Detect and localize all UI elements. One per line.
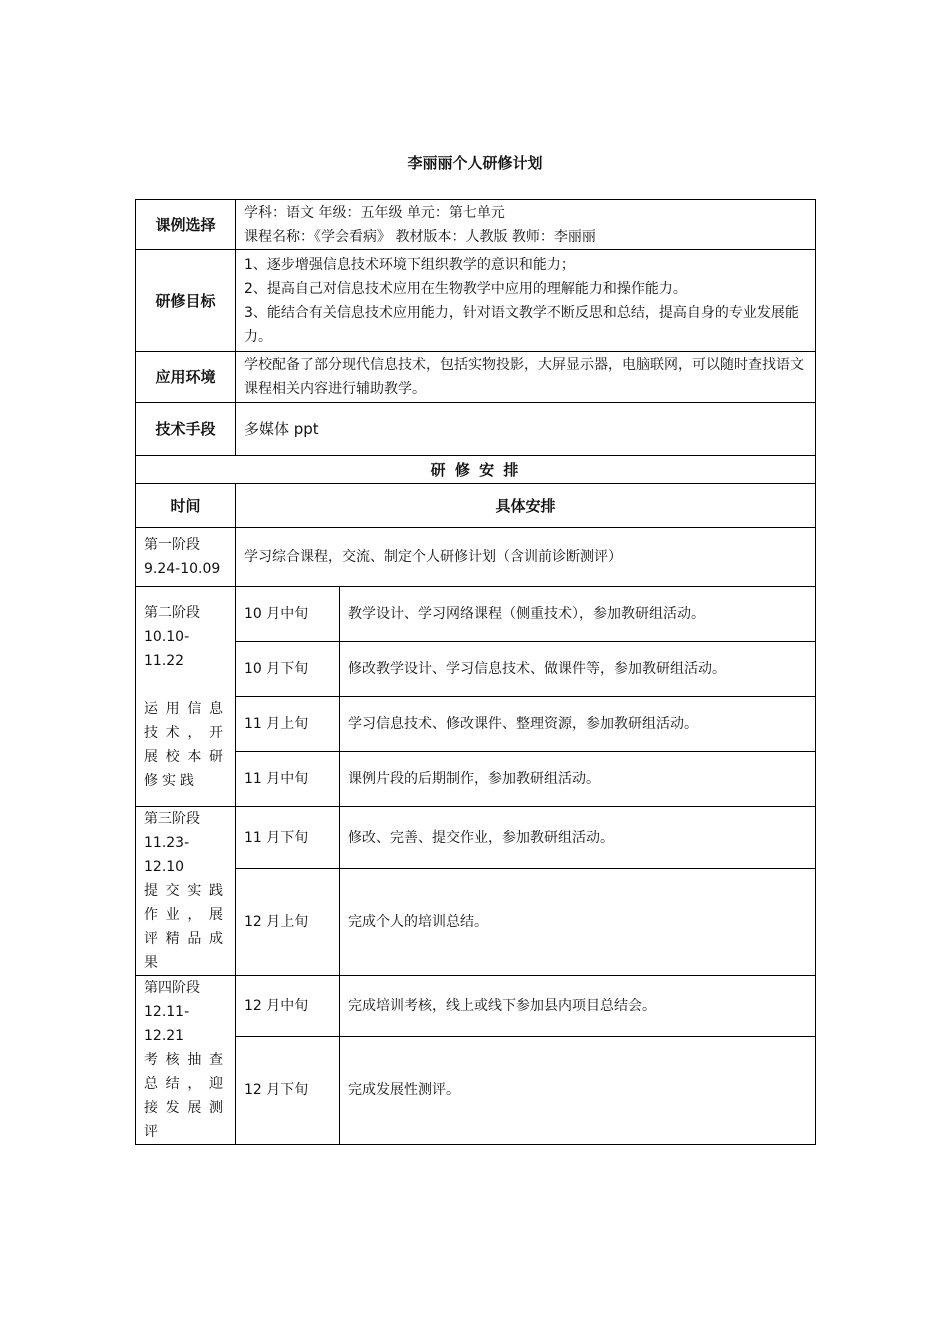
goal-item: 3、能结合有关信息技术应用能力，针对语文教学不断反思和总结，提高自身的专业发展能力。	[244, 304, 799, 345]
detail-cell: 课例片段的后期制作，参加教研组活动。	[340, 752, 816, 807]
stage-desc: 运用信息技术，开展校本研修实践	[144, 700, 227, 789]
stage3-cell	[136, 807, 236, 976]
case-line-1: 学科：语文 年级：五年级 单元：第七单元	[244, 204, 505, 221]
period-cell: 11 月下旬	[236, 807, 340, 869]
table-row	[136, 587, 816, 642]
period-cell: 11 月中旬	[236, 752, 340, 807]
detail-cell: 完成个人的培训总结。	[340, 869, 816, 976]
table-row	[136, 869, 816, 976]
detail-cell: 完成培训考核，线上或线下参加县内项目总结会。	[340, 976, 816, 1037]
period-cell: 12 月下旬	[236, 1036, 340, 1144]
stage-dates: 9.24-10.09	[144, 561, 221, 577]
stage-name: 第四阶段	[144, 980, 200, 996]
schedule-heading-row	[136, 456, 816, 484]
stage-name: 第三阶段	[144, 811, 200, 827]
env-label: 应用环境	[136, 352, 236, 403]
goal-item: 2、提高自己对信息技术应用在生物教学中应用的理解能力和操作能力。	[244, 280, 687, 297]
col-time-header: 时间	[136, 484, 236, 528]
case-cell	[236, 200, 816, 250]
table-row	[136, 976, 816, 1037]
schedule-header-row	[136, 484, 816, 528]
period-cell: 10 月下旬	[236, 642, 340, 697]
period-cell: 12 月中旬	[236, 976, 340, 1037]
stage1-text: 学习综合课程，交流、制定个人研修计划（含训前诊断测评）	[236, 528, 816, 587]
detail-cell: 学习信息技术、修改课件、整理资源，参加教研组活动。	[340, 697, 816, 752]
stage-dates: 12.11-12.21	[144, 1004, 190, 1044]
detail-cell: 教学设计、学习网络课程（侧重技术），参加教研组活动。	[340, 587, 816, 642]
stage2-cell	[136, 587, 236, 807]
env-row	[136, 352, 816, 403]
stage-desc: 考核抽查总结，迎接发展测评	[144, 1052, 227, 1140]
case-row	[136, 200, 816, 250]
stage-name: 第二阶段	[144, 604, 200, 621]
stage-name: 第一阶段	[144, 537, 200, 553]
stage-dates: 11.23-12.10	[144, 835, 190, 875]
table-row	[136, 807, 816, 869]
col-detail-header: 具体安排	[236, 484, 816, 528]
tech-label: 技术手段	[136, 403, 236, 456]
case-label: 课例选择	[136, 200, 236, 250]
tech-row	[136, 403, 816, 456]
table-row	[136, 752, 816, 807]
stage1-row	[136, 528, 816, 587]
period-cell: 11 月上旬	[236, 697, 340, 752]
table-row	[136, 642, 816, 697]
goal-cell	[236, 250, 816, 352]
env-text: 学校配备了部分现代信息技术，包括实物投影，大屏显示器，电脑联网，可以随时查找语文课程相关内容进行辅助教学。	[236, 352, 816, 403]
period-cell: 10 月中旬	[236, 587, 340, 642]
case-line-2: 课程名称：《学会看病》 教材版本：人教版 教师：李丽丽	[244, 228, 596, 245]
detail-cell: 修改教学设计、学习信息技术、做课件等，参加教研组活动。	[340, 642, 816, 697]
goal-label: 研修目标	[136, 250, 236, 352]
stage-dates: 10.10-11.22	[144, 628, 190, 669]
tech-text: 多媒体 ppt	[236, 403, 816, 456]
goal-item: 1、逐步增强信息技术环境下组织教学的意识和能力；	[244, 256, 575, 273]
table-row	[136, 1036, 816, 1144]
detail-cell: 修改、完善、提交作业，参加教研组活动。	[340, 807, 816, 869]
table-row	[136, 697, 816, 752]
schedule-heading: 研 修 安 排	[136, 456, 816, 484]
stage4-cell	[136, 976, 236, 1145]
plan-table	[135, 199, 816, 1145]
page-title: 李丽丽个人研修计划	[407, 154, 543, 172]
goal-row	[136, 250, 816, 352]
detail-cell: 完成发展性测评。	[340, 1036, 816, 1144]
stage-desc: 提交实践作业，展评精品成果	[144, 883, 227, 971]
period-cell: 12 月上旬	[236, 869, 340, 976]
stage1-cell	[136, 528, 236, 587]
